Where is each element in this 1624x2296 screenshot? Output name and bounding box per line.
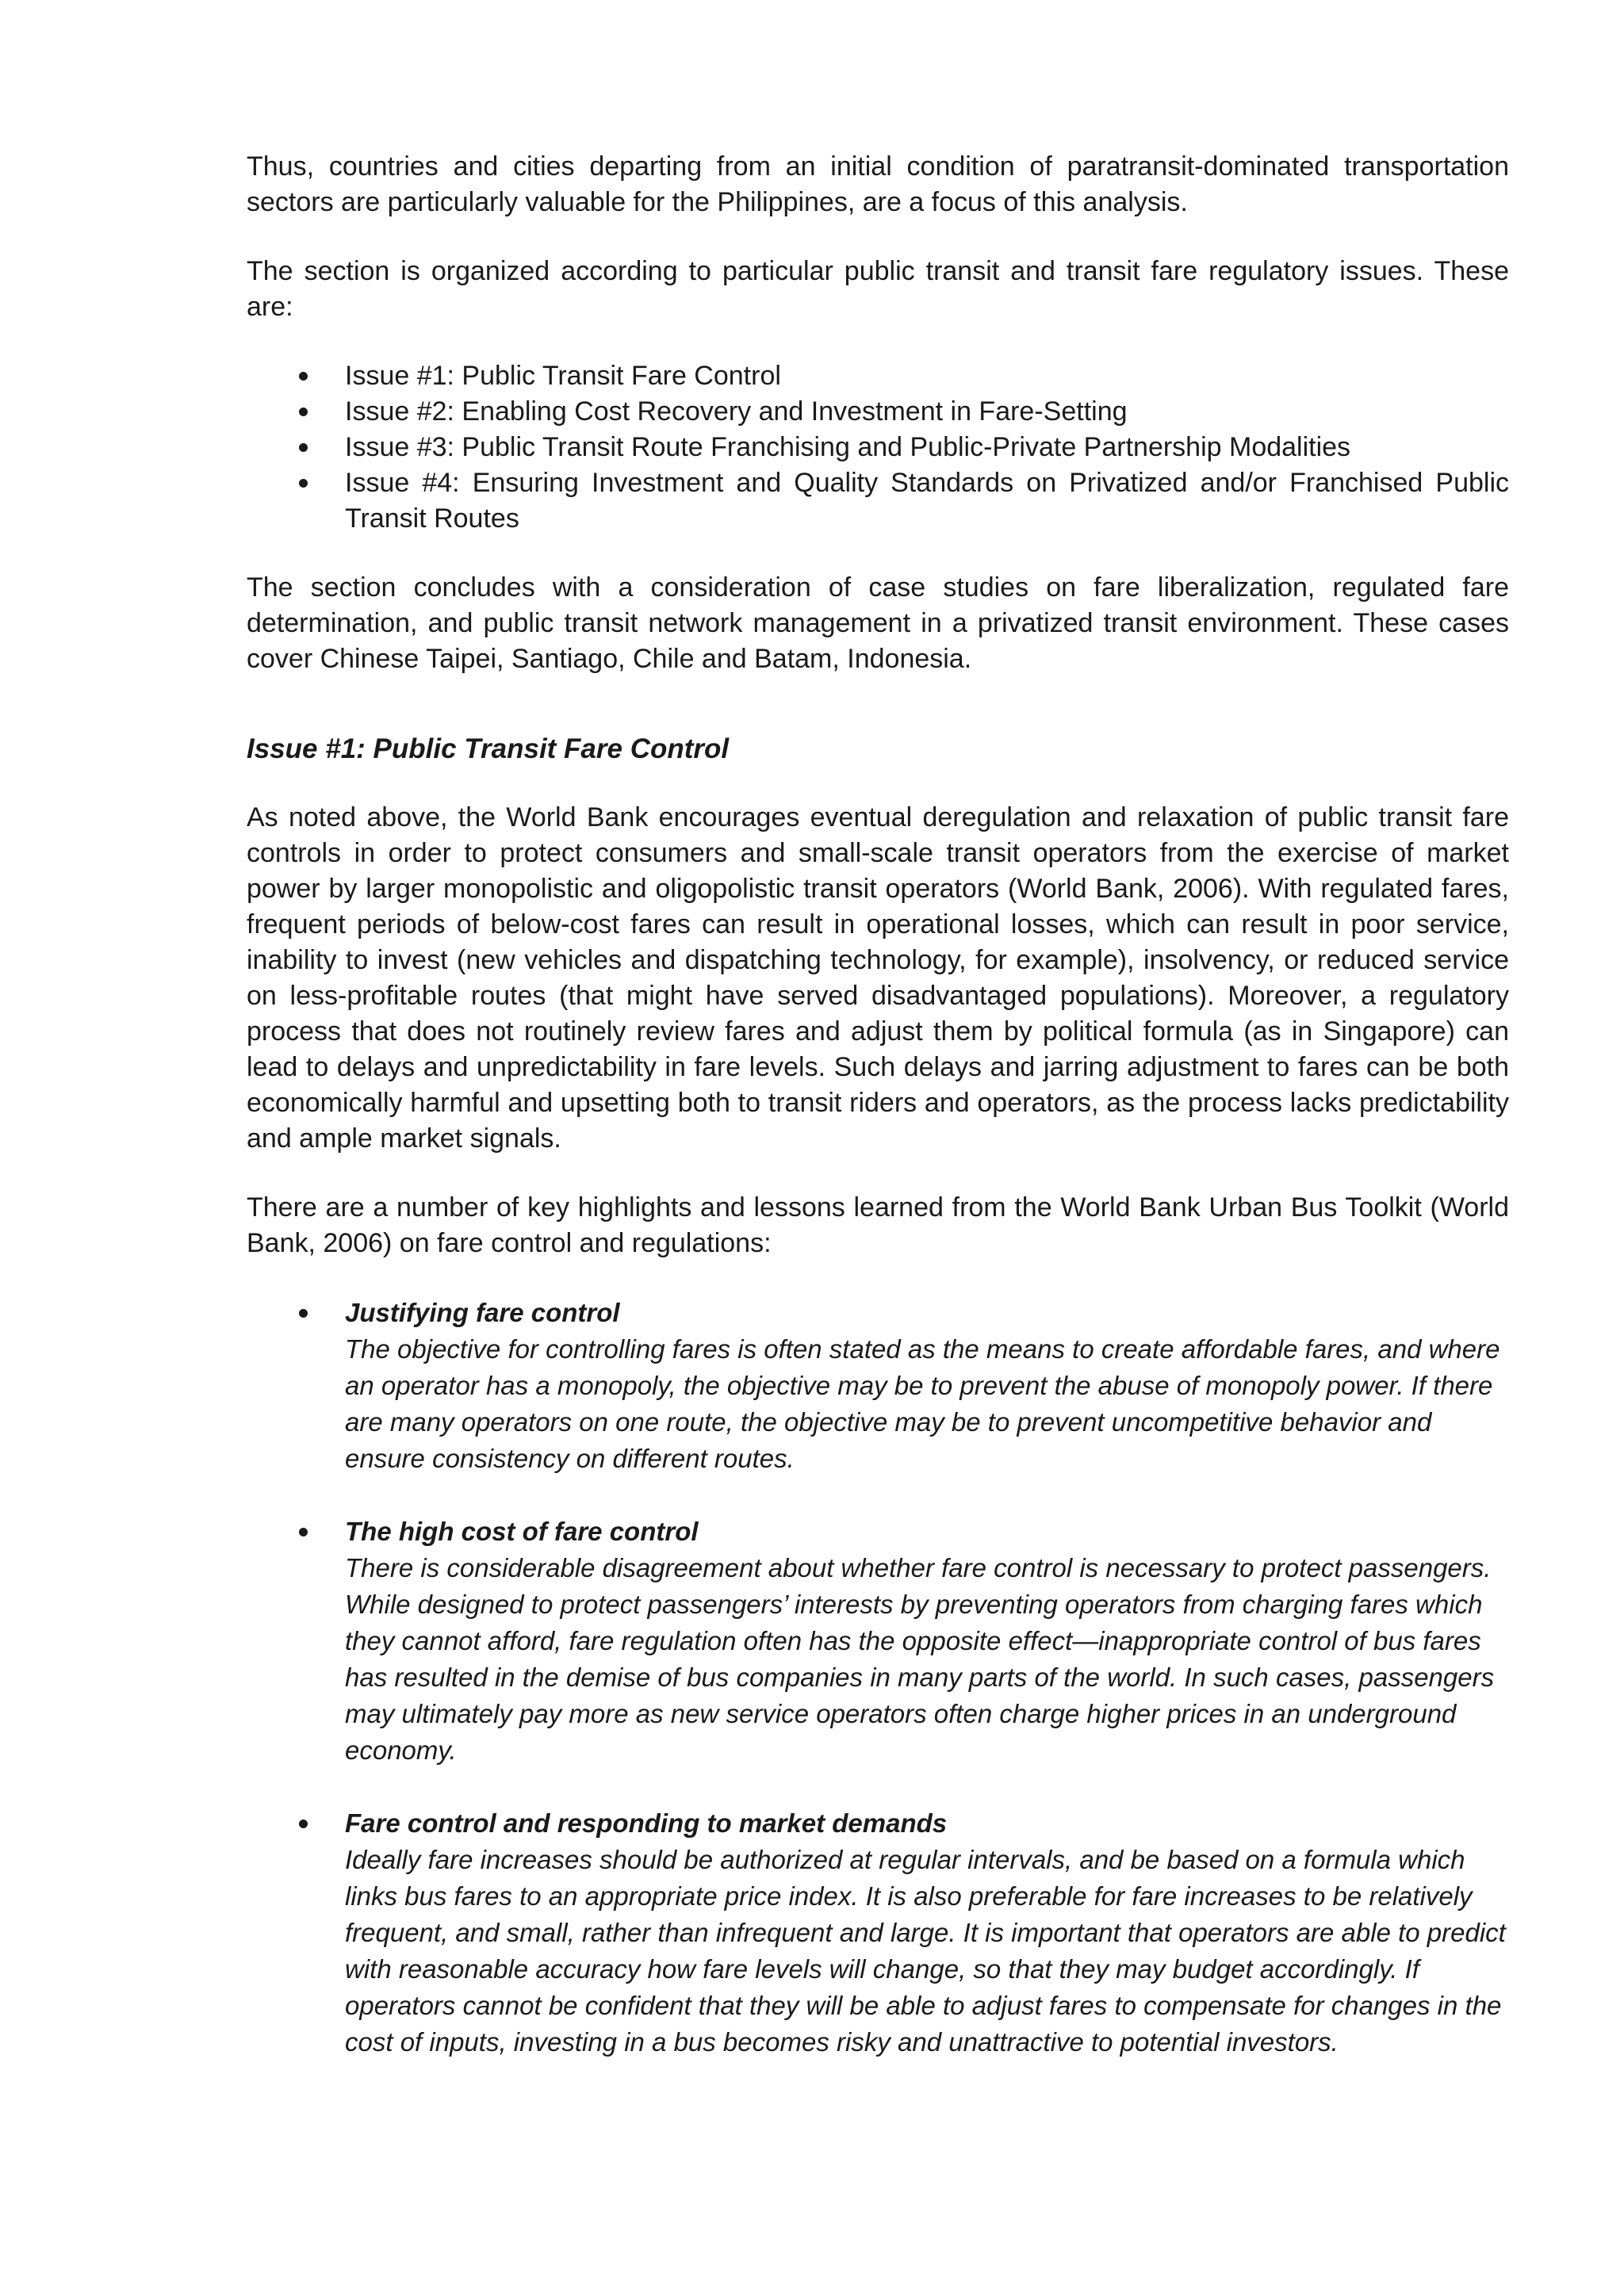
- section-heading: Issue #1: Public Transit Fare Control: [247, 733, 730, 764]
- highlight-title: Justifying fare control: [345, 1298, 620, 1327]
- list-item: [247, 1805, 1509, 2061]
- toolkit-paragraph: There are a number of key highlights and lessons learned from the World Bank Urban Bus Toolkit (World Bank, 2006) on fare control and regulations:: [247, 1192, 1509, 1258]
- list-item: [247, 465, 1509, 537]
- bullet-icon: [299, 1309, 308, 1318]
- bullet-icon: [299, 1820, 308, 1828]
- bullet-icon: [299, 479, 308, 488]
- highlight-body: There is considerable disagreement about whether fare control is necessary to protect passengers. While designed to protect passengers’ interests by preventing operators from charging fares which they cannot afford, fare regulation often has the opposite effect—inappropriate control of bus fares has resulted in the demise of bus companies in many parts of the world. In such cases, passengers may ultimately pay more as new service operators often charge higher prices in an underground economy.: [345, 1553, 1495, 1765]
- list-item: [247, 1513, 1509, 1769]
- list-item: [247, 1295, 1509, 1477]
- highlights-list: [247, 1295, 1509, 2061]
- issues-list: [247, 358, 1509, 537]
- bullet-icon: [299, 443, 308, 452]
- conclusion-paragraph: The section concludes with a consideration of case studies on fare liberalization, regulated fare determination, and public transit network management in a privatized transit environment. These cases cover Chinese Taipei, Santiago, Chile and Batam, Indonesia.: [247, 572, 1509, 674]
- bullet-icon: [299, 1528, 308, 1536]
- fare-control-paragraph: As noted above, the World Bank encourages eventual deregulation and relaxation of public transit fare controls in order to protect consumers and small-scale transit operators from the exercise of market power by larger monopolistic and oligopolistic transit operators (World Bank, 2006). With regulated fares, frequent periods of below-cost fares can result in operational losses, which can result in poor service, inability to invest (new vehicles and dispatching technology, for example), insolvency, or reduced service on less-profitable routes (that might have served disadvantaged populations). Moreover, a regulatory process that does not routinely review fares and adjust them by political formula (as in Singapore) can lead to delays and unpredictability in fare levels. Such delays and jarring adjustment to fares can be both economically harmful and upsetting both to transit riders and operators, as the process lacks predictability and ample market signals.: [247, 802, 1509, 1154]
- bullet-icon: [299, 372, 308, 381]
- list-item: [247, 358, 1509, 394]
- list-item: [247, 430, 1509, 465]
- intro-paragraph: Thus, countries and cities departing from an initial condition of paratransit-dominated transportation sectors are particularly valuable for the Philippines, are a focus of this analysis.: [247, 151, 1509, 217]
- highlight-body: Ideally fare increases should be authorized at regular intervals, and be based on a formula which links bus fares to an appropriate price index. It is also preferable for fare increases to be relatively frequent, and small, rather than infrequent and large. It is important that operators are able to predict with reasonable accuracy how fare levels will change, so that they may budget accordingly. If operators cannot be confident that they will be able to adjust fares to compensate for changes in the cost of inputs, investing in a bus becomes risky and unattractive to potential investors.: [345, 1845, 1506, 2057]
- organization-paragraph: The section is organized according to particular public transit and transit fare regulatory issues. These are:: [247, 256, 1509, 322]
- bullet-icon: [299, 408, 308, 416]
- issue-text: Issue #3: Public Transit Route Franchising and Public-Private Partnership Modalities: [345, 432, 1351, 462]
- issue-text: Issue #4: Ensuring Investment and Quality Standards on Privatized and/or Franchised Public Transit Routes: [345, 468, 1509, 534]
- issue-text: Issue #1: Public Transit Fare Control: [345, 361, 781, 391]
- highlight-title: Fare control and responding to market demands: [345, 1808, 948, 1838]
- document-page: [247, 149, 1509, 2097]
- list-item: [247, 394, 1509, 430]
- highlight-title: The high cost of fare control: [345, 1517, 699, 1546]
- issue-text: Issue #2: Enabling Cost Recovery and Investment in Fare-Setting: [345, 396, 1128, 427]
- highlight-body: The objective for controlling fares is often stated as the means to create affordable fares, and where an operator has a monopoly, the objective may be to prevent the abuse of monopoly power. If there are many operators on one route, the objective may be to prevent uncompetitive behavior and ensure consistency on different routes.: [345, 1334, 1500, 1473]
